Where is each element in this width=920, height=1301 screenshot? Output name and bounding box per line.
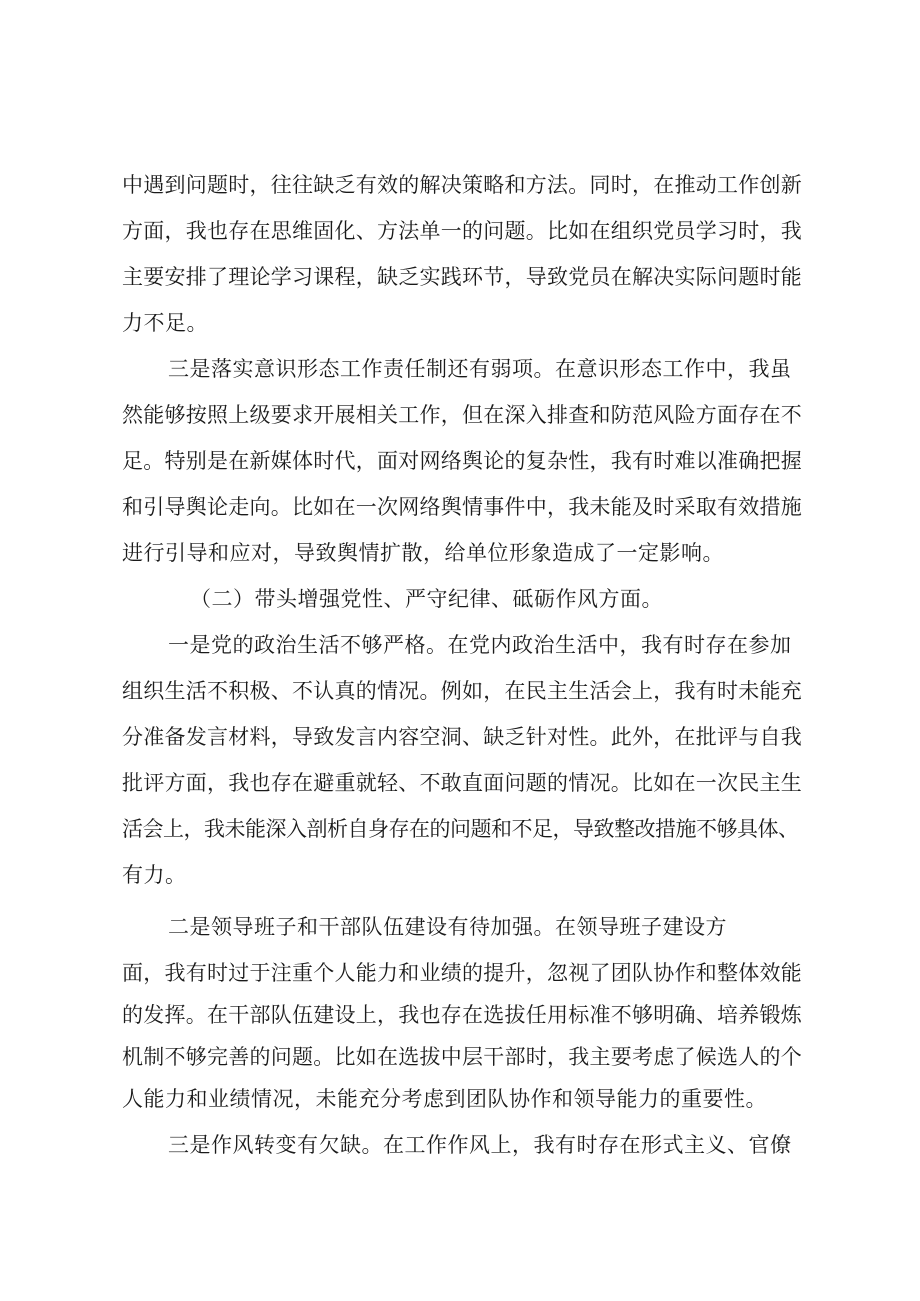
- section-heading: （二）带头增强党性、严守纪律、砥砺作风方面。: [190, 587, 663, 611]
- paragraph-line: 一是党的政治生活不够严格。在党内政治生活中，我有时存在参加: [168, 633, 792, 657]
- paragraph-line: 机制不够完善的问题。比如在选拔中层干部时，我主要考虑了候选人的个: [122, 1045, 802, 1069]
- paragraph-line: 分准备发言材料，导致发言内容空洞、缺乏针对性。此外，在批评与自我: [122, 725, 802, 749]
- paragraph-line: 足。特别是在新媒体时代，面对网络舆论的复杂性，我有时难以准确把握: [122, 449, 802, 473]
- paragraph-line: 主要安排了理论学习课程，缺乏实践环节，导致党员在解决实际问题时能: [122, 265, 802, 289]
- paragraph-line: 三是落实意识形态工作责任制还有弱项。在意识形态工作中，我虽: [168, 357, 792, 381]
- paragraph-line: 活会上，我未能深入剖析自身存在的问题和不足，导致整改措施不够具体、: [122, 817, 799, 841]
- paragraph-line: 然能够按照上级要求开展相关工作，但在深入排查和防范风险方面存在不: [122, 403, 802, 427]
- paragraph-line: 力不足。: [122, 311, 208, 335]
- paragraph-line: 方面，我也存在思维固化、方法单一的问题。比如在组织党员学习时，我: [122, 219, 802, 243]
- paragraph-line: 组织生活不积极、不认真的情况。例如，在民主生活会上，我有时未能充: [122, 679, 802, 703]
- paragraph-line: 的发挥。在干部队伍建设上，我也存在选拔任用标准不够明确、培养锻炼: [122, 1003, 802, 1027]
- paragraph-line: 和引导舆论走向。比如在一次网络舆情事件中，我未能及时采取有效措施: [122, 495, 802, 519]
- paragraph-line: 面，我有时过于注重个人能力和业绩的提升，忽视了团队协作和整体效能: [122, 961, 802, 985]
- paragraph-line: 进行引导和应对，导致舆情扩散，给单位形象造成了一定影响。: [122, 541, 724, 565]
- paragraph-line: 三是作风转变有欠缺。在工作作风上，我有时存在形式主义、官僚: [168, 1133, 792, 1157]
- paragraph-line: 人能力和业绩情况，未能充分考虑到团队协作和领导能力的重要性。: [122, 1087, 767, 1111]
- paragraph-line: 有力。: [122, 863, 187, 887]
- paragraph-line: 中遇到问题时，往往缺乏有效的解决策略和方法。同时，在推动工作创新: [122, 173, 802, 197]
- paragraph-line: 批评方面，我也存在避重就轻、不敢直面问题的情况。比如在一次民主生: [122, 771, 802, 795]
- paragraph-line: 二是领导班子和干部队伍建设有待加强。在领导班子建设方: [168, 915, 727, 939]
